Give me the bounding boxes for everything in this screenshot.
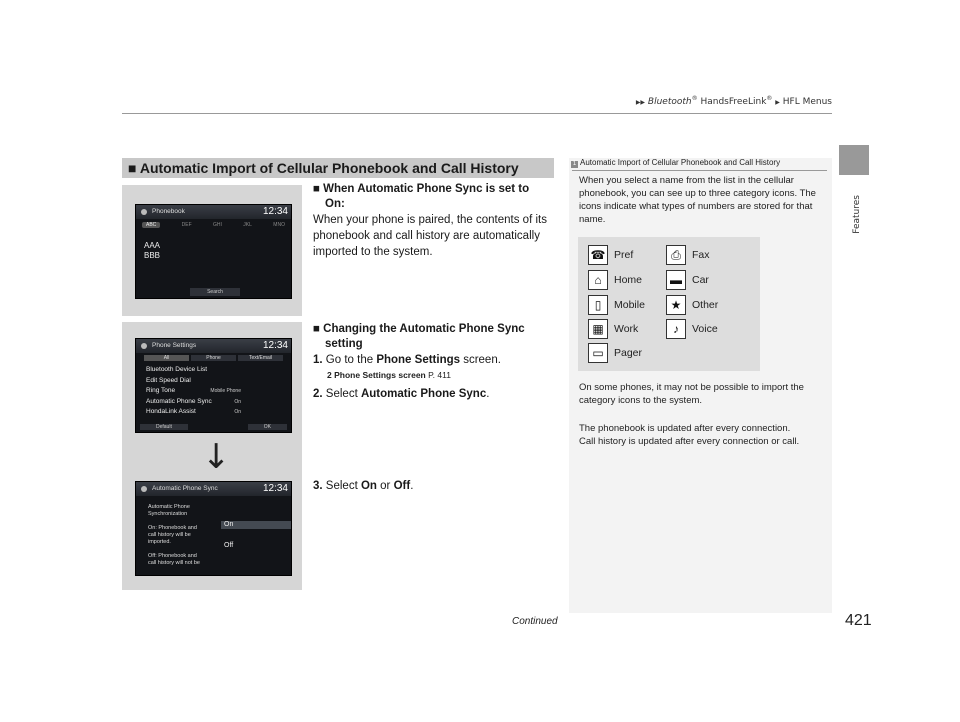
step-2: [313, 386, 558, 402]
note-divider: [572, 170, 827, 171]
desc-line: call history will not be: [148, 560, 200, 566]
tab-ghi[interactable]: GHI: [213, 222, 222, 228]
icon-label: Home: [614, 274, 643, 286]
phonebook-title: Phonebook: [152, 208, 185, 215]
page-number: 421: [845, 612, 872, 629]
settings-row[interactable]: [146, 376, 281, 387]
tab-abc[interactable]: ABC: [142, 222, 160, 228]
desc-line: imported.: [148, 539, 171, 545]
clock: 12:34: [262, 206, 288, 217]
body-line: phonebook and call history are automatically: [313, 230, 540, 242]
body-line: When your phone is paired, the contents of its: [313, 214, 547, 226]
subhead-marker: ■: [313, 183, 320, 195]
contact-list: [136, 231, 291, 261]
settings-row[interactable]: [146, 407, 281, 418]
building-icon: ▦: [588, 319, 608, 339]
note-paragraph: Call history is updated after every connection or call.: [579, 436, 800, 447]
down-arrow-icon: ↓: [202, 437, 231, 477]
icon-label: Work: [614, 323, 639, 335]
icon-label: Mobile: [614, 299, 645, 311]
phone-icon: ☎: [588, 245, 608, 265]
settings-row-label: Edit Speed Dial: [146, 376, 191, 384]
icon-entry-home: [588, 270, 642, 290]
desc-line: Automatic Phone: [148, 504, 190, 510]
breadcrumb-arrow-icon: ▶▶: [635, 99, 646, 106]
icon-label: Car: [692, 274, 709, 286]
fax-icon: ⎙: [666, 245, 686, 265]
desc-line: Off: Phonebook and: [148, 553, 197, 559]
breadcrumb-arrow-icon: ▶: [775, 99, 780, 106]
home-icon: ⌂: [588, 270, 608, 290]
header-divider: [122, 113, 832, 114]
ok-button[interactable]: OK: [248, 424, 287, 430]
default-button[interactable]: Default: [140, 424, 188, 430]
settings-row[interactable]: [146, 386, 281, 397]
tab-jkl[interactable]: JKL: [243, 222, 252, 228]
section-on: [313, 182, 558, 260]
auto-sync-title-bar: [136, 482, 291, 496]
section-change: [313, 322, 558, 402]
option-on[interactable]: On: [221, 521, 291, 529]
step-text: Select: [325, 480, 361, 492]
phonebook-title-bar: [136, 205, 291, 219]
note-title-text: Automatic Import of Cellular Phonebook and Call History: [580, 158, 781, 167]
settings-row[interactable]: [146, 365, 281, 376]
menu-dot-icon: [141, 209, 147, 215]
continued-label: Continued: [512, 616, 558, 627]
mobile-icon: ▯: [588, 295, 608, 315]
pager-icon: ▭: [588, 343, 608, 363]
step-text: Select: [325, 388, 361, 400]
icon-entry-voice: [666, 319, 718, 339]
breadcrumb-handsfreelink: HandsFreeLink: [697, 97, 767, 107]
icon-label: Other: [692, 299, 719, 311]
step-text: .: [410, 480, 414, 492]
step-bold-on: On: [360, 480, 377, 492]
step-number: 3.: [313, 480, 323, 492]
icon-entry-car: [666, 270, 709, 290]
subhead-text: When Automatic Phone Sync is set to: [323, 183, 530, 195]
breadcrumb-hfl-menus: HFL Menus: [782, 97, 832, 107]
settings-list: [136, 363, 291, 420]
settings-row-value: On: [234, 398, 241, 405]
icon-entry-pref: [588, 245, 633, 265]
contact-item[interactable]: AAA: [144, 241, 161, 250]
contact-item[interactable]: BBB: [144, 251, 161, 260]
body-line: imported to the system.: [313, 246, 433, 258]
step-bold: Phone Settings: [376, 354, 461, 366]
clock: 12:34: [262, 340, 288, 351]
icon-entry-work: [588, 319, 638, 339]
icon-label: Pref: [614, 249, 634, 261]
section-title-text: Automatic Import of Cellular Phonebook and Call History: [139, 160, 519, 176]
icon-entry-pager: [588, 343, 642, 363]
xref-title: Phone Settings screen: [334, 370, 426, 380]
star-icon: ★: [666, 295, 686, 315]
auto-sync-screen: [135, 481, 292, 576]
phone-settings-screen: [135, 338, 292, 433]
cross-reference[interactable]: [313, 368, 558, 382]
category-icons-panel: [578, 237, 760, 371]
note-paragraph: When you select a name from the list in the cellular phonebook, you can see up to three category icons. The icons indicate what types of numbers are stored for that name.: [579, 175, 816, 225]
desc-line: On: Phonebook and: [148, 525, 197, 531]
xref-page: P. 411: [425, 370, 451, 380]
tab-text-email[interactable]: Text/Email: [238, 355, 283, 361]
note-ref-icon: 1: [572, 161, 577, 167]
step-3-line: [313, 478, 558, 494]
settings-row-label: Automatic Phone Sync: [146, 397, 212, 405]
phonebook-tabs: [136, 219, 291, 231]
option-off[interactable]: Off: [224, 542, 234, 549]
step-3: [313, 478, 558, 494]
step-bold: Automatic Phone Sync: [360, 388, 487, 400]
auto-sync-title: Automatic Phone Sync: [152, 485, 218, 492]
tab-mno[interactable]: MNO: [273, 222, 285, 228]
tab-phone[interactable]: Phone: [191, 355, 236, 361]
settings-row-label: HondaLink Assist: [146, 408, 196, 415]
breadcrumb: [636, 95, 832, 107]
icon-label: Pager: [614, 347, 643, 359]
step-text: .: [486, 388, 490, 400]
screens-separator: [122, 316, 302, 322]
icon-label: Voice: [692, 323, 718, 335]
icon-entry-mobile: [588, 295, 645, 315]
desc-line: Synchronization: [148, 511, 188, 517]
subhead-change-sync: [313, 322, 558, 352]
breadcrumb-reg-2: ®: [766, 95, 773, 102]
desc-line: call history will be: [148, 532, 191, 538]
settings-row-label: Bluetooth Device List: [146, 366, 208, 373]
icon-label: Fax: [692, 249, 710, 261]
subhead-text-cont: setting: [325, 338, 363, 350]
subhead-marker: ■: [313, 323, 320, 335]
subhead-text-cont: On:: [325, 198, 345, 210]
xref-marker: 2: [327, 370, 332, 380]
settings-tabs: [136, 353, 291, 363]
auto-sync-description: [148, 504, 218, 567]
settings-row-value: On: [234, 409, 241, 415]
car-icon: ▬: [666, 270, 686, 290]
clock: 12:34: [262, 483, 288, 494]
menu-dot-icon: [141, 486, 147, 492]
tab-def[interactable]: DEF: [181, 222, 192, 228]
step-number: 2.: [313, 388, 323, 400]
tab-all[interactable]: All: [144, 355, 189, 361]
icon-entry-other: [666, 295, 718, 315]
phonebook-screen: [135, 204, 292, 299]
section-marker: ■: [128, 160, 137, 176]
phone-settings-title-bar: [136, 339, 291, 353]
step-text: or: [376, 480, 394, 492]
breadcrumb-bluetooth: Bluetooth: [647, 97, 692, 107]
note-paragraph: On some phones, it may not be possible to import the category icons to the system.: [579, 382, 804, 406]
chapter-label: Features: [852, 195, 862, 234]
step-bold-off: Off: [393, 480, 411, 492]
step-text: screen.: [460, 354, 501, 366]
settings-row[interactable]: [146, 397, 281, 408]
search-button[interactable]: Search: [190, 288, 240, 296]
note-title: [571, 158, 780, 168]
subhead-sync-on: [313, 182, 558, 212]
phone-settings-title: Phone Settings: [152, 342, 197, 349]
desc-line: [148, 546, 218, 553]
note-paragraph: The phonebook is updated after every connection.: [579, 423, 791, 434]
breadcrumb-reg-1: ®: [691, 95, 698, 102]
section-title: [122, 158, 554, 178]
step-number: 1.: [313, 354, 323, 366]
desc-line: [148, 518, 218, 525]
settings-row-value: Mobile Phone: [210, 388, 241, 394]
step-1: [313, 352, 558, 368]
icon-entry-fax: [666, 245, 710, 265]
settings-footer: [136, 424, 291, 430]
step-text: Go to the: [325, 354, 377, 366]
settings-row-label: Ring Tone: [146, 387, 176, 394]
subhead-text: Changing the Automatic Phone Sync: [323, 323, 525, 335]
voice-icon: ♪: [666, 319, 686, 339]
chapter-tab: [839, 145, 869, 175]
menu-dot-icon: [141, 343, 147, 349]
